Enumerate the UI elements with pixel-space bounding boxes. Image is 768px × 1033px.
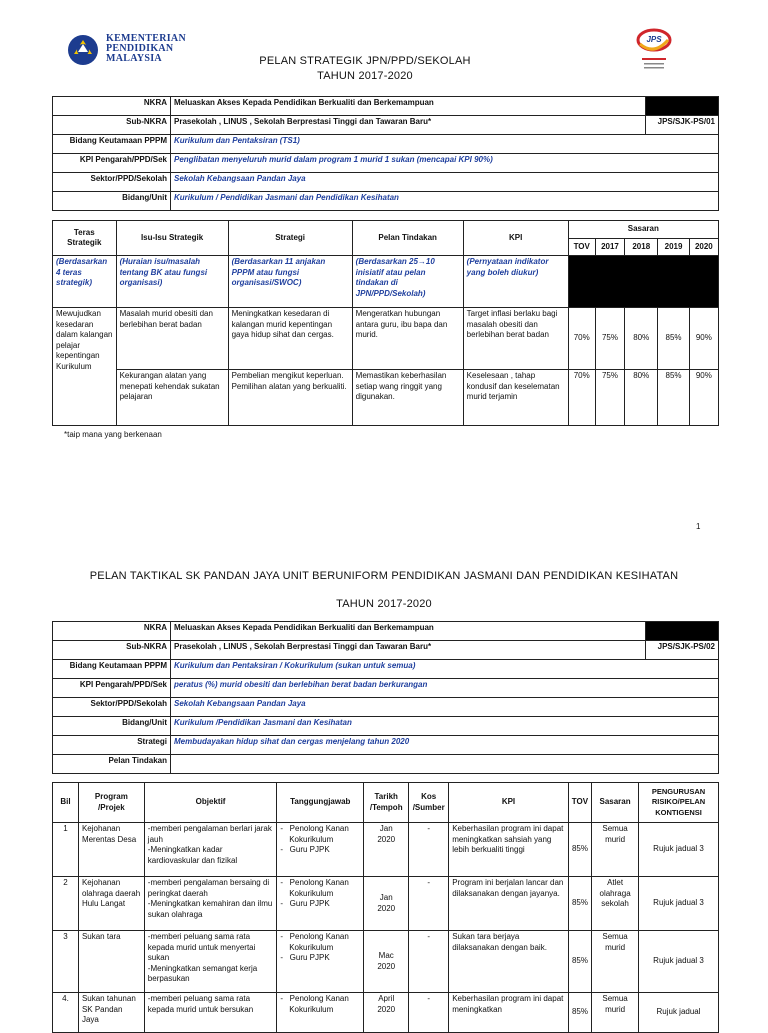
table-row: Kekurangan alatan yang menepati kehendak sukatan pelajaran Pembelian mengikut keperluan. Pemilihan alatan yang berkualiti. Memastikan keberhasilan setiap wang ringgit yang digunakan. Keselesaan , tahap kondusif dan keselematan murid terjamin 70% 75% 80% 85% 90% xyxy=(53,370,719,426)
col-risiko: PENGURUSAN RISIKO/PELAN KONTIGENSI xyxy=(639,783,719,823)
col-kpi: KPI xyxy=(449,783,569,823)
year-2017: 2017 xyxy=(595,239,624,256)
info-row: KPI Pengarah/PPD/Sek Penglibatan menyeluruh murid dalam program 1 murid 1 sukan (mencapai KPI 90%) xyxy=(53,154,719,173)
col-program: Program /Projek xyxy=(78,783,144,823)
year-2020: 2020 xyxy=(689,239,718,256)
info-row: KPI Pengarah/PPD/Sek peratus (%) murid obesiti dan berlebihan berat badan berkurangan xyxy=(53,679,719,698)
page2-subtitle: TAHUN 2017-2020 xyxy=(336,598,432,610)
form-code: JPS/SJK-PS/02 xyxy=(646,641,719,660)
info-row: NKRA Meluaskan Akses Kepada Pendidikan Berkualiti dan Berkemampuan xyxy=(53,97,719,116)
col-teras: Teras Strategik xyxy=(53,221,117,256)
footnote: *taip mana yang berkenaan xyxy=(64,430,162,439)
teras-text: Mewujudkan kesedaran dalam kalangan pelajar kepentingan Kurikulum xyxy=(53,308,117,426)
page1-info-table xyxy=(52,96,719,211)
table-row: Mewujudkan kesedaran dalam kalangan pelajar kepentingan Kurikulum Masalah murid obesiti dan berlebihan berat badan Meningkatkan kesedaran di kalangan murid kepentingan gaya hidup sihat dan cergas. Mengeratkan hubungan antara guru, ibu bapa dan murid. Target inflasi berlaku bagi masalah obesiti dan berlebihan berat badan 70% 75% 80% 85% 90% xyxy=(53,308,719,370)
col-pelan: Pelan Tindakan xyxy=(352,221,463,256)
header-row xyxy=(53,783,719,823)
col-sasaran: Sasaran xyxy=(568,221,718,239)
table-row: 2 Kejohanan olahraga daerah Hulu Langat -memberi pengalaman bersaing di peringkat daerah -Meningkatkan kemahiran dan ilmu sukan olahraga - Penolong Kanan Kokurikulum - Guru PJPK Jan 2020 - Program ini berjalan lancar dan dilaksanakan dengan jayanya. 85% Atlet olahraga sekolah Rujuk jadual 3 xyxy=(53,877,719,931)
info-row: NKRA Meluaskan Akses Kepada Pendidikan Berkualiti dan Berkemampuan xyxy=(53,622,719,641)
note-row: (Berdasarkan 4 teras strategik) (Huraian isu/masalah tentang BK atau fungsi organisasi) (Berdasarkan 11 anjakan PPPM atau fungsi organisasi/SWOC) (Berdasarkan 25→10 inisiatif atau pelan tindakan di JPN/PPD/Sekolah) (Pernyataan indikator yang boleh diukur) xyxy=(53,256,719,308)
info-row: Bidang Keutamaan PPPM Kurikulum dan Pentaksiran (TS1) xyxy=(53,135,719,154)
info-row: Bidang/Unit Kurikulum / Pendidikan Jasmani dan Pendidikan Kesihatan xyxy=(53,192,719,211)
col-kpi: KPI xyxy=(463,221,568,256)
info-row: Sub-NKRA Prasekolah , LINUS , Sekolah Berprestasi Tinggi dan Tawaran Baru* JPS/SJK-PS/02 xyxy=(53,641,719,660)
table-row: 4. Sukan tahunan SK Pandan Jaya -memberi peluang sama rata kepada murid untuk bersukan - Penolong Kanan Kokurikulum April 2020 - Keberhasilan program ini dapat meningkatkan 85% Semua murid Rujuk jadual xyxy=(53,993,719,1033)
year-2019: 2019 xyxy=(658,239,689,256)
info-row: Bidang/Unit Kurikulum /Pendidikan Jasmani dan Kesihatan xyxy=(53,717,719,736)
col-sasaran: Sasaran xyxy=(592,783,639,823)
logo-line-3: MALAYSIA xyxy=(106,53,162,64)
info-row: Sub-NKRA Prasekolah , LINUS , Sekolah Berprestasi Tinggi dan Tawaran Baru* JPS/SJK-PS/01 xyxy=(53,116,719,135)
col-strategi: Strategi xyxy=(228,221,352,256)
info-row: Sektor/PPD/Sekolah Sekolah Kebangsaan Pandan Jaya xyxy=(53,698,719,717)
col-isu: Isu-Isu Strategik xyxy=(116,221,228,256)
table-row: 3 Sukan tara -memberi peluang sama rata kepada murid untuk menyertai sukan -Meningkatkan semangat kerja berpasukan - Penolong Kanan Kokurikulum - Guru PJPK Mac 2020 - Sukan tara berjaya dilaksanakan dengan baik. 85% Semua murid Rujuk jadual 3 xyxy=(53,931,719,993)
page2-info-table xyxy=(52,621,719,774)
form-code: JPS/SJK-PS/01 xyxy=(646,116,719,135)
info-row: Bidang Keutamaan PPPM Kurikulum dan Pentaksiran / Kokurikulum (sukan untuk semua) xyxy=(53,660,719,679)
col-objektif: Objektif xyxy=(144,783,277,823)
svg-text:JPS: JPS xyxy=(646,35,662,44)
year-tov: TOV xyxy=(568,239,595,256)
logo-line-2: PENDIDIKAN xyxy=(106,43,174,54)
col-bil: Bil xyxy=(53,783,79,823)
logo-line-1: KEMENTERIAN xyxy=(106,33,186,44)
page1-title: PELAN STRATEGIK JPN/PPD/SEKOLAH xyxy=(259,55,471,67)
col-tarikh: Tarikh /Tempoh xyxy=(364,783,409,823)
info-row: Pelan Tindakan xyxy=(53,755,719,774)
info-row: Sektor/PPD/Sekolah Sekolah Kebangsaan Pandan Jaya xyxy=(53,173,719,192)
year-2018: 2018 xyxy=(625,239,658,256)
page2-tactical-table xyxy=(52,782,719,1033)
col-kos: Kos /Sumber xyxy=(409,783,449,823)
col-tov: TOV xyxy=(568,783,591,823)
info-row: Strategi Membudayakan hidup sihat dan cergas menjelang tahun 2020 xyxy=(53,736,719,755)
table-row: 1 Kejohanan Merentas Desa -memberi pengalaman berlari jarak jauh -Meningkatkan kadar kardiovaskular dan fizikal - Penolong Kanan Kokurikulum - Guru PJPK Jan 2020 - Keberhasilan program ini dapat meningkatkan sahsiah yang lebih berkualiti tinggi 85% Semua murid Rujuk jadual 3 xyxy=(53,823,719,877)
page-number: 1 xyxy=(696,522,701,531)
header-row xyxy=(53,221,719,239)
page1-subtitle: TAHUN 2017-2020 xyxy=(317,70,413,82)
col-tanggungjawab: Tanggungjawab xyxy=(277,783,364,823)
page2-title: PELAN TAKTIKAL SK PANDAN JAYA UNIT BERUNIFORM PENDIDIKAN JASMANI DAN PENDIDIKAN KESIHATAN xyxy=(89,570,679,582)
page1-strategy-table xyxy=(52,220,719,426)
